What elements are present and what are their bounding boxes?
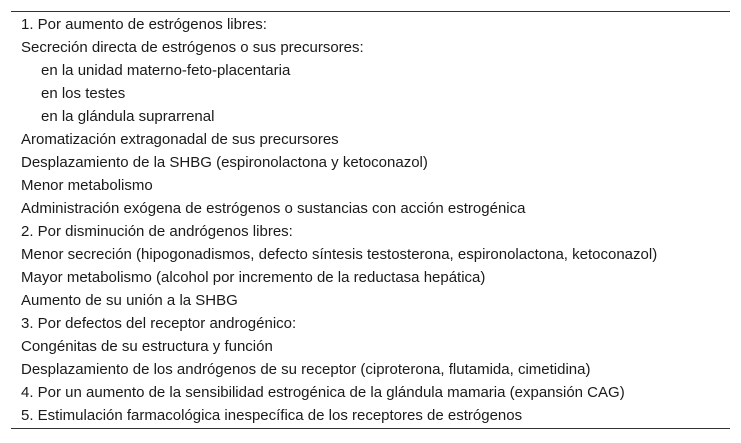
table-row: Congénitas de su estructura y función	[21, 338, 273, 355]
table-row: Desplazamiento de la SHBG (espironolactona y ketoconazol)	[21, 154, 428, 171]
table-row: 3. Por defectos del receptor androgénico:	[21, 315, 297, 332]
table-row: Aromatización extragonadal de sus precursores	[21, 131, 339, 148]
table-row: 1. Por aumento de estrógenos libres:	[21, 16, 267, 33]
table-row: Desplazamiento de los andrógenos de su receptor (ciproterona, flutamida, cimetidina)	[21, 361, 591, 378]
table-row: en la glándula suprarrenal	[41, 108, 215, 125]
causes-table	[11, 11, 730, 429]
table-row: Secreción directa de estrógenos o sus precursores:	[21, 39, 364, 56]
table-row: Mayor metabolismo (alcohol por incremento de la reductasa hepática)	[21, 269, 486, 286]
table-row: en la unidad materno-feto-placentaria	[41, 62, 291, 79]
table-row: 5. Estimulación farmacológica inespecífica de los receptores de estrógenos	[21, 407, 523, 424]
table-row: en los testes	[41, 85, 126, 102]
table-row: 2. Por disminución de andrógenos libres:	[21, 223, 293, 240]
table-row: Menor metabolismo	[21, 177, 153, 194]
table-row: Menor secreción (hipogonadismos, defecto síntesis testosterona, espironolactona, ketoconazol)	[21, 246, 658, 263]
table-rows	[21, 12, 726, 427]
table-row: 4. Por un aumento de la sensibilidad estrogénica de la glándula mamaria (expansión CAG)	[21, 384, 625, 401]
table-row: Aumento de su unión a la SHBG	[21, 292, 238, 309]
table-row: Administración exógena de estrógenos o sustancias con acción estrogénica	[21, 200, 526, 217]
